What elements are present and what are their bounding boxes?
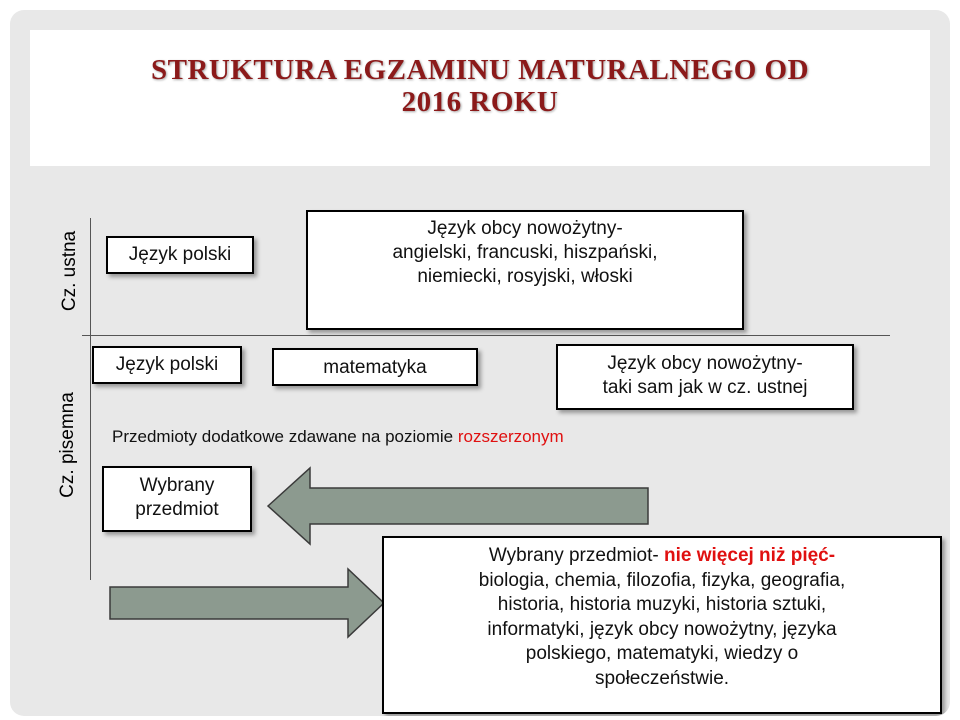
oral-foreign-line-3: niemiecki, rosyjski, włoski [417, 266, 633, 287]
written-foreign-language-box [556, 344, 854, 410]
title-box [30, 30, 930, 166]
subject-list-line-3: historia, historia muzyki, historia sztuki, [497, 594, 827, 615]
extended-level-note [112, 427, 564, 447]
oral-polish-label: Język polski [128, 244, 232, 265]
extended-note-text: Przedmioty dodatkowe zdawane na poziomie [112, 427, 458, 446]
written-math-label: matematyka [323, 357, 427, 378]
title-line-1: STRUKTURA EGZAMINU MATURALNEGO OD [150, 54, 810, 86]
chosen-subject-line-2: przedmiot [135, 499, 219, 520]
subject-list-box [382, 536, 942, 714]
written-foreign-line-2: taki sam jak w cz. ustnej [602, 377, 808, 398]
written-foreign-line-1: Język obcy nowożytny- [607, 353, 803, 374]
subject-list-lead-text: Wybrany przedmiot- [488, 545, 665, 566]
horizontal-divider-line [82, 335, 890, 336]
oral-foreign-line-2: angielski, francuski, hiszpański, [392, 242, 658, 263]
vertical-axis-line [90, 218, 91, 580]
written-math-box [272, 348, 478, 386]
oral-foreign-language-box [306, 210, 744, 330]
oral-polish-box [106, 236, 254, 274]
written-polish-label: Język polski [115, 354, 219, 375]
subject-list-line-2: biologia, chemia, filozofia, fizyka, geografia, [478, 569, 846, 591]
page-title [30, 54, 930, 118]
right-arrow-icon [108, 567, 388, 639]
subject-list-limit: nie więcej niż pięć- [664, 545, 836, 566]
chosen-subject-line-1: Wybrany [139, 475, 215, 496]
slide [10, 10, 950, 716]
title-line-2: 2016 ROKU [401, 86, 559, 118]
extended-note-highlight: rozszerzonym [457, 427, 564, 446]
written-polish-box [92, 346, 242, 384]
written-part-label: Cz. pisemna [57, 392, 78, 498]
oral-part-label: Cz. ustna [59, 230, 80, 312]
chosen-subject-box [102, 466, 252, 532]
subject-list-lead [384, 544, 940, 569]
oral-foreign-line-1: Język obcy nowożytny- [427, 218, 623, 239]
left-arrow-icon [266, 466, 652, 546]
subject-list-line-6: społeczeństwie. [594, 667, 730, 689]
subject-list-line-5: polskiego, matematyki, wiedzy o [525, 643, 799, 664]
subject-list-line-4: informatyki, język obcy nowożytny, języka [487, 618, 837, 640]
